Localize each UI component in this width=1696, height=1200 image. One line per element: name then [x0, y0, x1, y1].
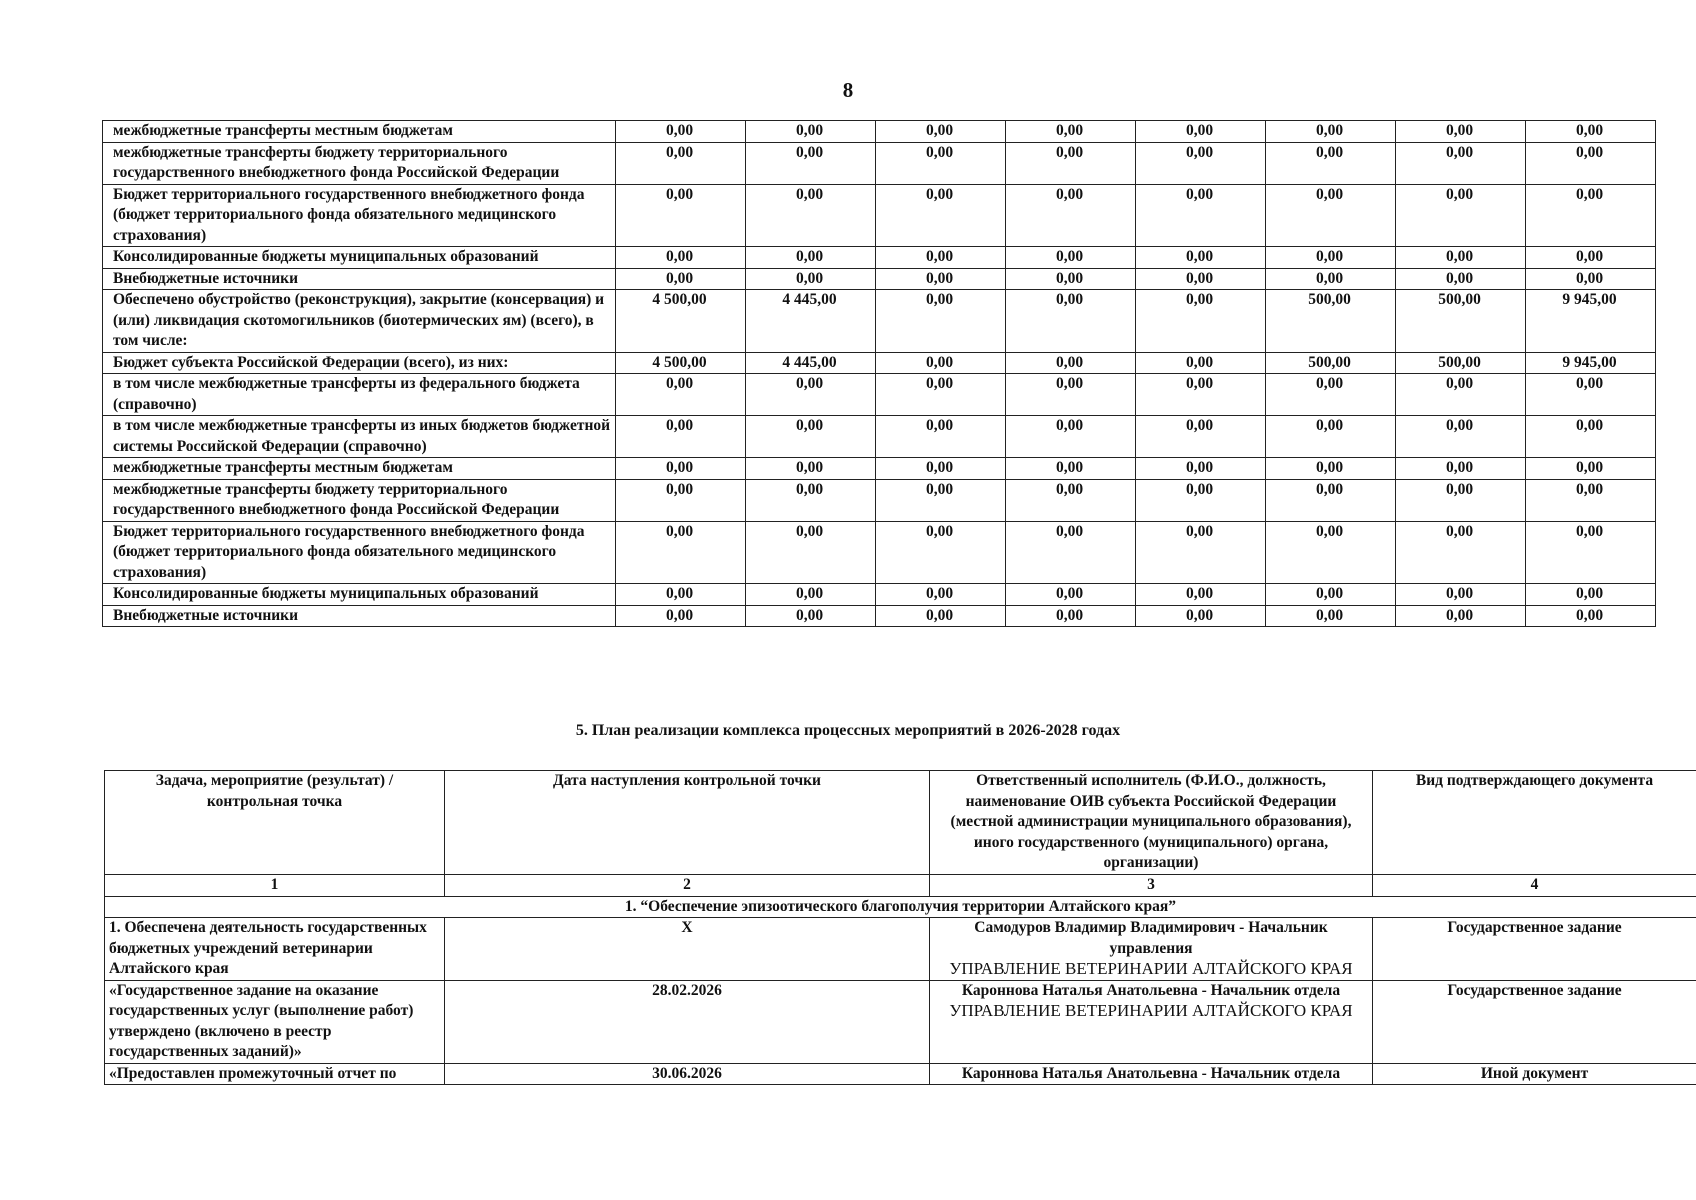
finance-row — [103, 142, 1656, 184]
finance-value: 0,00 — [1396, 458, 1526, 480]
finance-value: 0,00 — [1266, 605, 1396, 627]
finance-row — [103, 247, 1656, 269]
finance-row-label: Бюджет территориального государственного внебюджетного фонда (бюджет территориального фонда обязательного медицинского страхования) — [103, 184, 616, 247]
finance-row — [103, 605, 1656, 627]
finance-value: 0,00 — [1006, 605, 1136, 627]
finance-value: 0,00 — [1396, 184, 1526, 247]
finance-value: 0,00 — [1136, 605, 1266, 627]
finance-value: 0,00 — [876, 479, 1006, 521]
finance-value: 4 445,00 — [746, 352, 876, 374]
finance-value: 0,00 — [1266, 268, 1396, 290]
finance-value: 0,00 — [1526, 247, 1656, 269]
finance-value: 0,00 — [746, 521, 876, 584]
finance-value: 0,00 — [746, 247, 876, 269]
finance-value: 0,00 — [876, 416, 1006, 458]
finance-value: 0,00 — [1136, 521, 1266, 584]
finance-value: 0,00 — [1006, 521, 1136, 584]
plan-responsible: Кароннова Наталья Анатольевна - Начальник отдела — [961, 981, 1341, 999]
plan-row — [105, 980, 1696, 1063]
finance-value: 0,00 — [616, 416, 746, 458]
finance-value: 0,00 — [1396, 605, 1526, 627]
finance-value: 500,00 — [1396, 290, 1526, 353]
finance-row — [103, 374, 1656, 416]
finance-value: 0,00 — [1396, 479, 1526, 521]
finance-value: 0,00 — [1136, 142, 1266, 184]
finance-value: 0,00 — [746, 268, 876, 290]
finance-value: 0,00 — [616, 458, 746, 480]
finance-value: 0,00 — [1396, 268, 1526, 290]
finance-value: 0,00 — [746, 374, 876, 416]
finance-row-label: Бюджет субъекта Российской Федерации (всего), из них: — [103, 352, 616, 374]
finance-value: 0,00 — [1006, 352, 1136, 374]
finance-row — [103, 416, 1656, 458]
finance-value: 4 445,00 — [746, 290, 876, 353]
finance-value: 0,00 — [1136, 479, 1266, 521]
finance-value: 0,00 — [1266, 374, 1396, 416]
finance-row — [103, 458, 1656, 480]
finance-value: 0,00 — [746, 605, 876, 627]
finance-value: 0,00 — [1136, 458, 1266, 480]
finance-value: 0,00 — [1266, 584, 1396, 606]
finance-value: 0,00 — [1136, 290, 1266, 353]
header-responsible: Ответственный исполнитель (Ф.И.О., должность, наименование ОИВ субъекта Российской Федерации (местной администрации муниципального образования), иного государственного (муниципального) органа, организации) — [930, 771, 1373, 875]
finance-row-label: Внебюджетные источники — [103, 268, 616, 290]
plan-organization: УПРАВЛЕНИЕ ВЕТЕРИНАРИИ АЛТАЙСКОГО КРАЯ — [949, 959, 1353, 978]
finance-value: 500,00 — [1396, 352, 1526, 374]
finance-value: 0,00 — [616, 479, 746, 521]
finance-value: 0,00 — [746, 479, 876, 521]
finance-value: 0,00 — [1526, 458, 1656, 480]
plan-task: 1. Обеспечена деятельность государственных бюджетных учреждений ветеринарии Алтайского края — [105, 918, 445, 981]
finance-value: 0,00 — [876, 605, 1006, 627]
finance-value: 0,00 — [1136, 121, 1266, 143]
finance-value: 0,00 — [746, 584, 876, 606]
finance-value: 0,00 — [746, 121, 876, 143]
finance-value: 0,00 — [1266, 184, 1396, 247]
finance-row — [103, 479, 1656, 521]
finance-value: 0,00 — [1526, 416, 1656, 458]
column-number: 3 — [930, 875, 1373, 897]
plan-responsible: Самодуров Владимир Владимирович - Начальник управления — [974, 919, 1328, 957]
header-document: Вид подтверждающего документа — [1373, 771, 1696, 875]
finance-value: 0,00 — [1006, 416, 1136, 458]
plan-header-row — [105, 771, 1696, 875]
finance-value: 0,00 — [616, 142, 746, 184]
finance-value: 0,00 — [746, 142, 876, 184]
finance-row-label: межбюджетные трансферты местным бюджетам — [103, 458, 616, 480]
finance-row — [103, 121, 1656, 143]
finance-value: 0,00 — [876, 121, 1006, 143]
finance-value: 0,00 — [1136, 584, 1266, 606]
finance-value: 0,00 — [876, 290, 1006, 353]
plan-responsible: Кароннова Наталья Анатольевна - Начальник отдела — [930, 1063, 1373, 1085]
finance-row-label: в том числе межбюджетные трансферты из иных бюджетов бюджетной системы Российской Федерации (справочно) — [103, 416, 616, 458]
finance-table — [102, 120, 1656, 627]
finance-value: 0,00 — [1266, 121, 1396, 143]
finance-value: 0,00 — [1136, 184, 1266, 247]
finance-row — [103, 290, 1656, 353]
finance-value: 9 945,00 — [1526, 352, 1656, 374]
finance-value: 0,00 — [1006, 374, 1136, 416]
finance-row-label: Обеспечено обустройство (реконструкция), закрытие (консервация) и (или) ликвидация скотомогильников (биотермических ям) (всего), в том числе: — [103, 290, 616, 353]
finance-value: 0,00 — [1006, 142, 1136, 184]
finance-row-label: Внебюджетные источники — [103, 605, 616, 627]
finance-value: 0,00 — [876, 374, 1006, 416]
finance-value: 0,00 — [876, 142, 1006, 184]
plan-responsible-cell — [930, 980, 1373, 1063]
finance-value: 0,00 — [1396, 521, 1526, 584]
finance-value: 0,00 — [1006, 121, 1136, 143]
finance-value: 4 500,00 — [616, 290, 746, 353]
finance-value: 0,00 — [876, 352, 1006, 374]
finance-value: 0,00 — [1266, 142, 1396, 184]
plan-row — [105, 918, 1696, 981]
finance-value: 500,00 — [1266, 352, 1396, 374]
finance-row-label: межбюджетные трансферты бюджету территориального государственного внебюджетного фонда Российской Федерации — [103, 479, 616, 521]
column-number: 4 — [1373, 875, 1696, 897]
finance-value: 0,00 — [1526, 584, 1656, 606]
finance-value: 0,00 — [616, 247, 746, 269]
finance-value: 0,00 — [1136, 268, 1266, 290]
finance-row-label: межбюджетные трансферты бюджету территориального государственного внебюджетного фонда Российской Федерации — [103, 142, 616, 184]
finance-value: 0,00 — [746, 184, 876, 247]
header-task: Задача, мероприятие (результат) / контрольная точка — [105, 771, 445, 875]
finance-value: 0,00 — [1136, 374, 1266, 416]
plan-task: «Государственное задание на оказание государственных услуг (выполнение работ) утверждено (включено в реестр государственных заданий)» — [105, 980, 445, 1063]
finance-value: 0,00 — [876, 458, 1006, 480]
finance-row — [103, 584, 1656, 606]
finance-value: 500,00 — [1266, 290, 1396, 353]
column-number: 1 — [105, 875, 445, 897]
finance-value: 0,00 — [1006, 584, 1136, 606]
plan-date: 30.06.2026 — [445, 1063, 930, 1085]
finance-value: 0,00 — [1006, 458, 1136, 480]
finance-value: 0,00 — [616, 521, 746, 584]
finance-value: 0,00 — [616, 605, 746, 627]
finance-value: 0,00 — [1006, 290, 1136, 353]
finance-value: 0,00 — [1526, 142, 1656, 184]
finance-value: 0,00 — [1266, 416, 1396, 458]
plan-responsible-cell — [930, 918, 1373, 981]
finance-row-label: межбюджетные трансферты местным бюджетам — [103, 121, 616, 143]
plan-document: Государственное задание — [1373, 980, 1696, 1063]
plan-group-row — [105, 896, 1696, 918]
finance-value: 0,00 — [1526, 605, 1656, 627]
finance-row-label: Консолидированные бюджеты муниципальных образований — [103, 584, 616, 606]
finance-value: 0,00 — [876, 184, 1006, 247]
finance-value: 0,00 — [1526, 268, 1656, 290]
finance-row — [103, 184, 1656, 247]
finance-row-label: Бюджет территориального государственного внебюджетного фонда (бюджет территориального фонда обязательного медицинского страхования) — [103, 521, 616, 584]
finance-row-label: в том числе межбюджетные трансферты из федерального бюджета (справочно) — [103, 374, 616, 416]
header-date: Дата наступления контрольной точки — [445, 771, 930, 875]
page-number: 8 — [842, 78, 854, 102]
finance-value: 0,00 — [1136, 416, 1266, 458]
finance-value: 0,00 — [1006, 184, 1136, 247]
plan-document: Иной документ — [1373, 1063, 1696, 1085]
finance-value: 0,00 — [616, 268, 746, 290]
finance-row — [103, 352, 1656, 374]
finance-value: 0,00 — [616, 584, 746, 606]
group-title: 1. “Обеспечение эпизоотического благополучия территории Алтайского края” — [105, 896, 1696, 918]
finance-value: 0,00 — [1006, 268, 1136, 290]
finance-value: 0,00 — [1396, 121, 1526, 143]
finance-value: 0,00 — [1136, 247, 1266, 269]
finance-value: 9 945,00 — [1526, 290, 1656, 353]
finance-row-label: Консолидированные бюджеты муниципальных образований — [103, 247, 616, 269]
section-title: 5. План реализации комплекса процессных мероприятий в 2026-2028 годах — [575, 722, 1121, 739]
finance-value: 0,00 — [1266, 521, 1396, 584]
finance-value: 0,00 — [1136, 352, 1266, 374]
finance-value: 0,00 — [1006, 479, 1136, 521]
finance-value: 0,00 — [1006, 247, 1136, 269]
finance-value: 0,00 — [876, 584, 1006, 606]
finance-value: 0,00 — [1526, 184, 1656, 247]
finance-value: 0,00 — [876, 247, 1006, 269]
plan-column-numbers-row — [105, 875, 1696, 897]
finance-value: 0,00 — [876, 268, 1006, 290]
finance-value: 0,00 — [1396, 247, 1526, 269]
finance-value: 0,00 — [1526, 521, 1656, 584]
plan-date: X — [445, 918, 930, 981]
finance-value: 0,00 — [1266, 458, 1396, 480]
finance-value: 0,00 — [746, 458, 876, 480]
finance-value: 0,00 — [1526, 479, 1656, 521]
finance-value: 0,00 — [616, 121, 746, 143]
finance-value: 0,00 — [1396, 584, 1526, 606]
finance-value: 4 500,00 — [616, 352, 746, 374]
finance-value: 0,00 — [1526, 121, 1656, 143]
finance-value: 0,00 — [1526, 374, 1656, 416]
plan-organization: УПРАВЛЕНИЕ ВЕТЕРИНАРИИ АЛТАЙСКОГО КРАЯ — [949, 1001, 1353, 1020]
finance-value: 0,00 — [876, 521, 1006, 584]
column-number: 2 — [445, 875, 930, 897]
plan-date: 28.02.2026 — [445, 980, 930, 1063]
plan-task: «Предоставлен промежуточный отчет по — [105, 1063, 445, 1085]
finance-value: 0,00 — [1396, 142, 1526, 184]
finance-value: 0,00 — [616, 184, 746, 247]
finance-value: 0,00 — [1396, 416, 1526, 458]
finance-row — [103, 268, 1656, 290]
plan-document: Государственное задание — [1373, 918, 1696, 981]
finance-value: 0,00 — [1266, 479, 1396, 521]
finance-row — [103, 521, 1656, 584]
finance-value: 0,00 — [1396, 374, 1526, 416]
plan-row — [105, 1063, 1696, 1085]
plan-table — [104, 770, 1696, 1085]
finance-value: 0,00 — [616, 374, 746, 416]
finance-value: 0,00 — [1266, 247, 1396, 269]
finance-value: 0,00 — [746, 416, 876, 458]
